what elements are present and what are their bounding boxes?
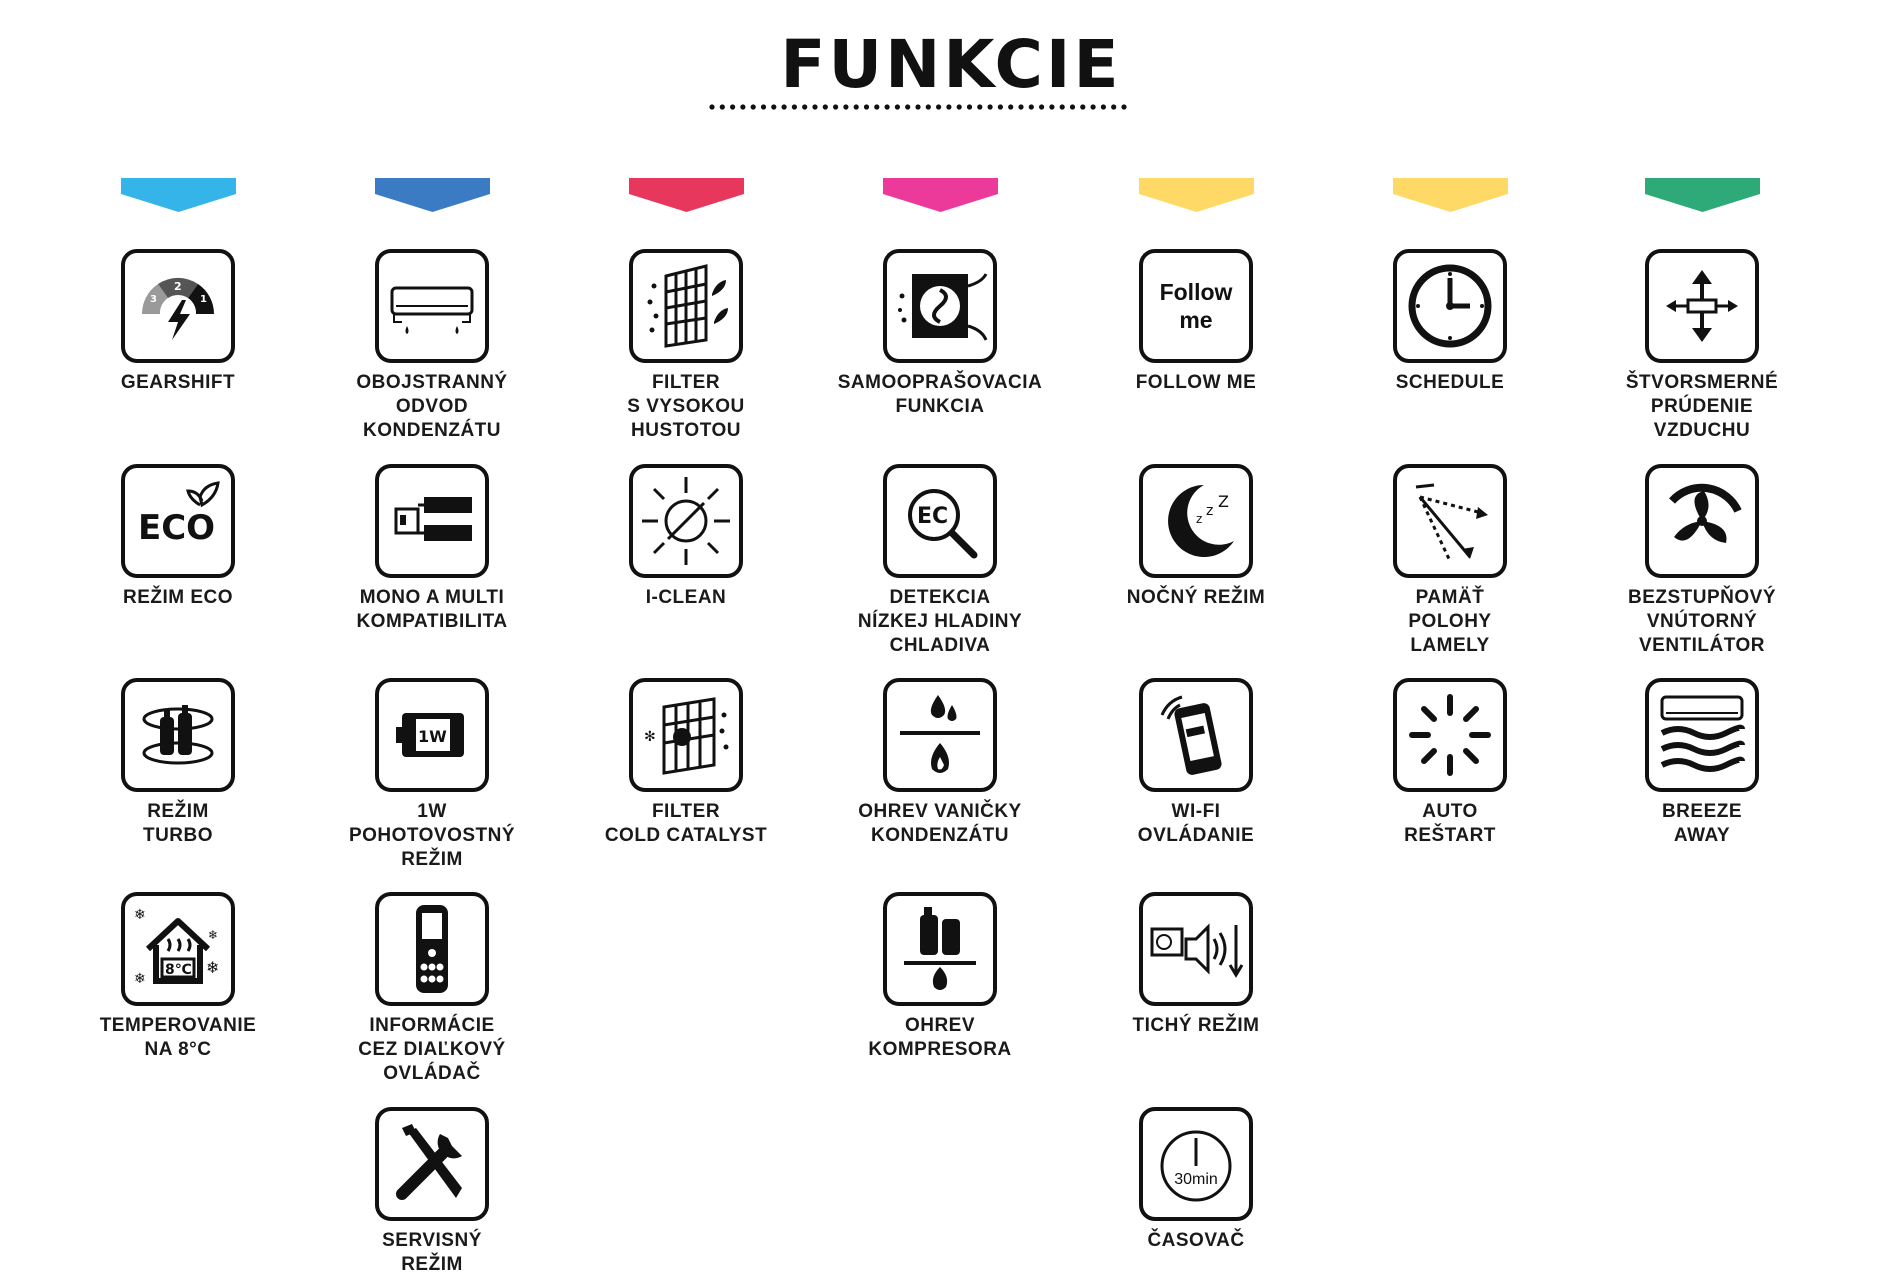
feature-label: AUTO REŠTART: [1404, 801, 1496, 846]
timer-icon-text: 30min: [1174, 1171, 1218, 1188]
follow-me-icon-line2: me: [1179, 307, 1213, 333]
feature-column: [1310, 0, 1590, 1282]
feature-column: [1562, 0, 1842, 1282]
feature-label: BEZSTUPŇOVÝ VNÚTORNÝ VENTILÁTOR: [1627, 587, 1777, 656]
self-clean-icon: [883, 249, 997, 363]
feature-label: FILTER COLD CATALYST: [604, 801, 768, 846]
feature-label: PAMÄŤ POLOHY LAMELY: [1408, 587, 1492, 656]
feature-column: [38, 0, 318, 1282]
clock-icon: [1393, 249, 1507, 363]
auto-restart-icon: [1393, 678, 1507, 792]
feature-label: REŽIM TURBO: [142, 801, 214, 846]
svg-text:❄: ❄: [134, 907, 146, 923]
feature-column: [546, 0, 826, 1282]
breeze-away-icon: [1645, 678, 1759, 792]
drain-icon: [375, 249, 489, 363]
feature-label: ČASOVAČ: [1147, 1230, 1245, 1251]
svg-text:3: 3: [150, 294, 157, 305]
house-8c-icon: [121, 892, 235, 1006]
airflow-4way-icon: [1645, 249, 1759, 363]
iclean-icon: [629, 464, 743, 578]
feature-label: SERVISNÝ REŽIM: [382, 1230, 482, 1275]
fan-icon: [1645, 464, 1759, 578]
louver-memory-icon: [1393, 464, 1507, 578]
feature-label: WI-FI OVLÁDANIE: [1137, 801, 1255, 846]
ec-search-icon: [883, 464, 997, 578]
eco-icon: [121, 464, 235, 578]
feature-label: FILTER S VYSOKOU HUSTOTOU: [627, 372, 745, 441]
cold-catalyst-icon: [629, 678, 743, 792]
feature-column: [292, 0, 572, 1282]
feature-label: REŽIM ECO: [122, 587, 234, 608]
feature-label: FOLLOW ME: [1135, 372, 1257, 393]
svg-text:z: z: [1196, 512, 1203, 526]
phone-wifi-icon: [1139, 678, 1253, 792]
mono-multi-icon: [375, 464, 489, 578]
moon-icon: [1139, 464, 1253, 578]
feature-label: I-CLEAN: [645, 587, 727, 608]
follow-me-icon-line1: Follow: [1159, 279, 1233, 305]
turbo-icon: [121, 678, 235, 792]
svg-text:1W: 1W: [418, 727, 447, 746]
svg-text:1: 1: [200, 294, 207, 305]
feature-label: GEARSHIFT: [120, 372, 236, 393]
timer-icon: [1139, 1107, 1253, 1221]
feature-column: [1056, 0, 1336, 1282]
svg-text:❄: ❄: [208, 928, 219, 942]
page-title: FUNKCIE: [780, 26, 1122, 103]
category-chevron: [121, 178, 236, 212]
remote-icon: [375, 892, 489, 1006]
compressor-flame-icon: [883, 892, 997, 1006]
feature-label: OBOJSTRANNÝ ODVOD KONDENZÁTU: [356, 372, 508, 441]
category-chevron: [629, 178, 744, 212]
feature-label: SCHEDULE: [1395, 372, 1505, 393]
svg-text:❄: ❄: [134, 971, 146, 987]
feature-label: DETEKCIA NÍZKEJ HLADINY CHLADIVA: [857, 587, 1023, 656]
quiet-icon: [1139, 892, 1253, 1006]
feature-column: [800, 0, 1080, 1282]
feature-label: MONO A MULTI KOMPATIBILITA: [356, 587, 508, 632]
feature-label: INFORMÁCIE CEZ DIAĽKOVÝ OVLÁDAČ: [358, 1015, 506, 1084]
svg-text:z: z: [1206, 503, 1214, 519]
tools-icon: [375, 1107, 489, 1221]
filter-leaf-icon: [629, 249, 743, 363]
feature-label: TICHÝ REŽIM: [1132, 1015, 1260, 1036]
svg-text:8℃: 8℃: [165, 962, 192, 978]
feature-label: BREEZE AWAY: [1661, 801, 1743, 846]
category-chevron: [1393, 178, 1508, 212]
battery-1w-icon: [375, 678, 489, 792]
svg-text:✻: ✻: [644, 729, 656, 745]
svg-text:❄: ❄: [206, 958, 220, 977]
feature-label: TEMPEROVANIE NA 8°C: [99, 1015, 257, 1060]
feature-label: OHREV KOMPRESORA: [868, 1015, 1012, 1060]
svg-text:Z: Z: [1218, 492, 1229, 511]
gearshift-icon: [121, 249, 235, 363]
category-chevron: [883, 178, 998, 212]
feature-label: SAMOOPRAŠOVACIA FUNKCIA: [837, 372, 1043, 417]
feature-label: ŠTVORSMERNÉ PRÚDENIE VZDUCHU: [1625, 372, 1779, 441]
svg-text:EC: EC: [917, 504, 949, 529]
follow-me-icon: [1139, 249, 1253, 363]
category-chevron: [375, 178, 490, 212]
category-chevron: [1139, 178, 1254, 212]
drop-flame-icon: [883, 678, 997, 792]
feature-label: NOČNÝ REŽIM: [1126, 587, 1266, 608]
svg-text:2: 2: [174, 280, 182, 293]
feature-label: 1W POHOTOVOSTNÝ REŽIM: [348, 801, 516, 870]
feature-label: OHREV VANIČKY KONDENZÁTU: [858, 801, 1022, 846]
svg-text:ECO: ECO: [138, 508, 216, 548]
category-chevron: [1645, 178, 1760, 212]
